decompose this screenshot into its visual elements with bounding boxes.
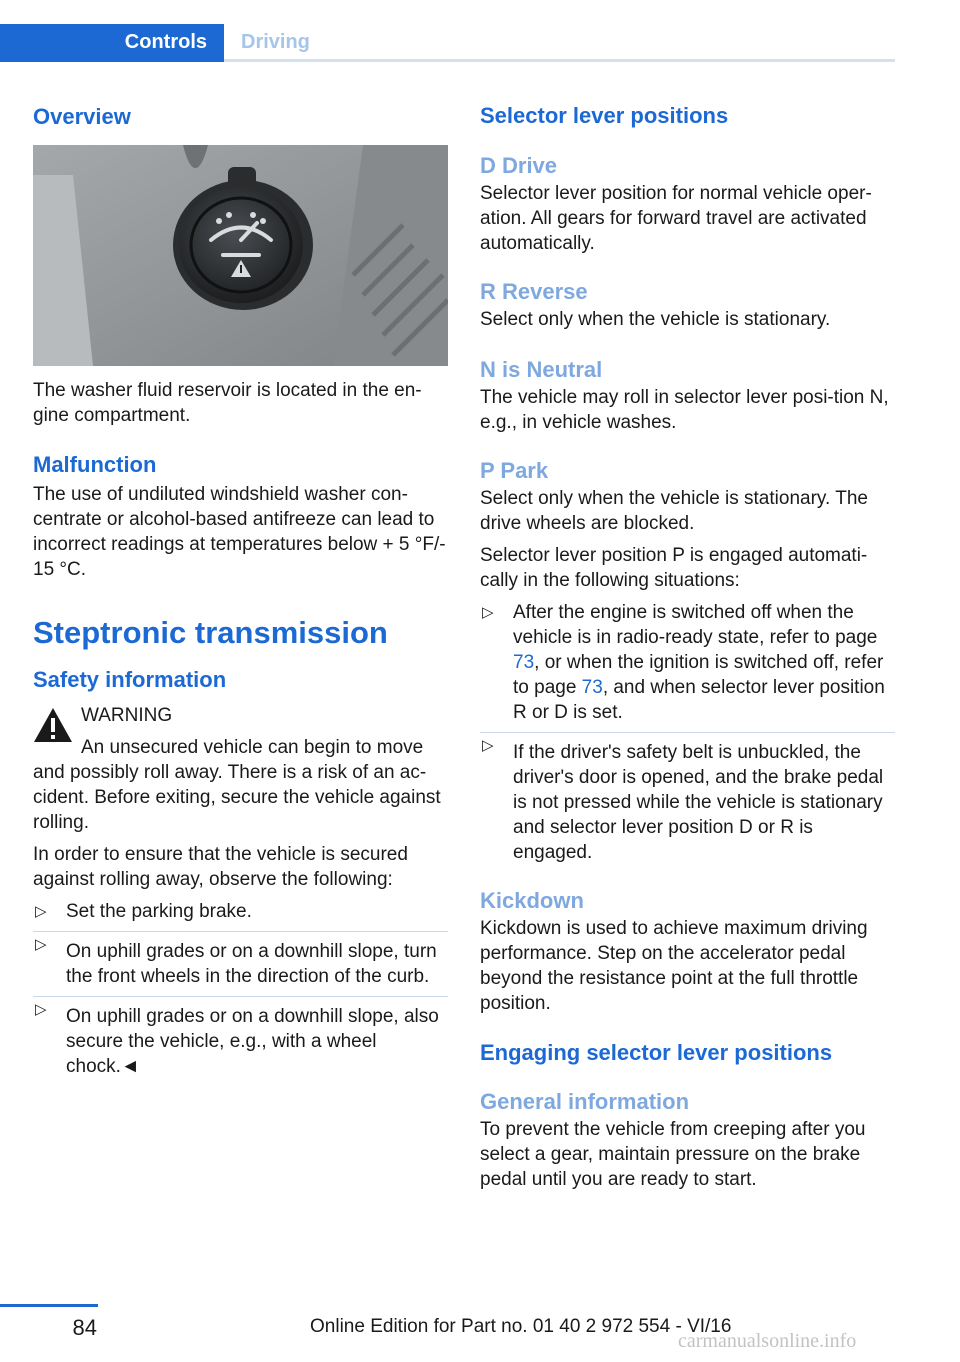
triangle-bullet-icon: ▷ <box>482 737 494 754</box>
general-info-text: To prevent the vehicle from creeping after you select a gear, maintain pressure on the brake pedal until you are ready to start. <box>480 1119 866 1190</box>
section-title: Steptronic transmission <box>33 615 388 650</box>
header-tabs <box>0 24 895 62</box>
triangle-bullet-icon: ▷ <box>35 903 47 920</box>
general-info-heading: General information <box>480 1089 690 1114</box>
right-column <box>480 100 895 1192</box>
malfunction-heading: Malfunction <box>33 452 157 477</box>
list-item: ▷ On uphill grades or on a downhill slope, also secure the vehicle, e.g., with a wheel chock.◄ <box>33 996 448 1086</box>
warning-triangle-icon <box>33 707 73 743</box>
footer-accent-bar <box>0 1304 98 1307</box>
d-drive-heading: D Drive <box>480 153 558 178</box>
watermark: carmanualsonline.info <box>678 1330 857 1352</box>
left-column <box>33 100 448 1086</box>
kickdown-text: Kickdown is used to achieve maximum driving performance. Step on the accelerator pedal beyond the resistance point at the full throttle position. <box>480 918 868 1014</box>
page-link[interactable]: 73 <box>581 677 603 698</box>
warning-block <box>33 703 448 728</box>
page-number: 84 <box>72 1315 97 1340</box>
list-item: ▷ Set the parking brake. <box>35 901 252 922</box>
n-neutral-heading: N is Neutral <box>480 357 603 382</box>
warning-label: WARNING <box>81 705 173 726</box>
list-item: ▷ On uphill grades or on a downhill slope, turn the front wheels in the direction of the curb. <box>33 931 448 996</box>
r-reverse-text: Select only when the vehicle is stationary. <box>480 309 831 330</box>
park-list <box>480 600 895 872</box>
edition-text: Online Edition for Part no. 01 40 2 972 554 - VI/16 <box>310 1316 732 1337</box>
overview-heading: Overview <box>33 104 131 129</box>
tab-controls[interactable]: Controls <box>0 24 224 62</box>
malfunction-text: The use of undiluted windshield washer con-centrate or alcohol-based antifreeze can lead to incorrect readings at temperatures below + 5 °F/- 15 °C. <box>33 484 446 580</box>
d-drive-text: Selector lever position for normal vehicle oper-ation. All gears for forward travel are activated automatically. <box>480 183 872 254</box>
list-item: ▷ After the engine is switched off when the vehicle is in radio-ready state, refer to page 73, or when the ignition is switched off, refer to page 73, and when selector lever position R or D is set. <box>482 602 885 723</box>
washer-reservoir-image <box>33 145 448 366</box>
triangle-bullet-icon: ▷ <box>482 604 494 621</box>
engaging-heading: Engaging selector lever positions <box>480 1040 833 1065</box>
triangle-bullet-icon: ▷ <box>35 1001 47 1018</box>
positions-heading: Selector lever positions <box>480 103 729 128</box>
p-auto-text: Selector lever position P is engaged automati-cally in the following situations: <box>480 545 868 591</box>
triangle-bullet-icon: ▷ <box>35 936 47 953</box>
safety-list <box>33 899 448 1086</box>
n-neutral-text: The vehicle may roll in selector lever posi-tion N, e.g., in vehicle washes. <box>480 387 889 433</box>
page-link[interactable]: 73 <box>513 652 535 673</box>
r-reverse-heading: R Reverse <box>480 279 588 304</box>
p-park-text: Select only when the vehicle is stationary. The drive wheels are blocked. <box>480 488 868 534</box>
p-park-heading: P Park <box>480 458 549 483</box>
ensure-text: In order to ensure that the vehicle is secured against rolling away, observe the following: <box>33 844 408 890</box>
warning-text: An unsecured vehicle can begin to move and possibly roll away. There is a risk of an ac-cident. Before exiting, secure the vehicle against rolling. <box>33 737 441 833</box>
overview-text: The washer fluid reservoir is located in the en-gine compartment. <box>33 380 422 426</box>
safety-heading: Safety information <box>33 667 227 692</box>
kickdown-heading: Kickdown <box>480 888 584 913</box>
tab-driving[interactable]: Driving <box>241 31 310 53</box>
list-item: ▷ If the driver's safety belt is unbuckled, the driver's door is opened, and the brake pedal is not pressed while the vehicle is stationary and selector lever position D or R is engaged. <box>480 732 895 872</box>
